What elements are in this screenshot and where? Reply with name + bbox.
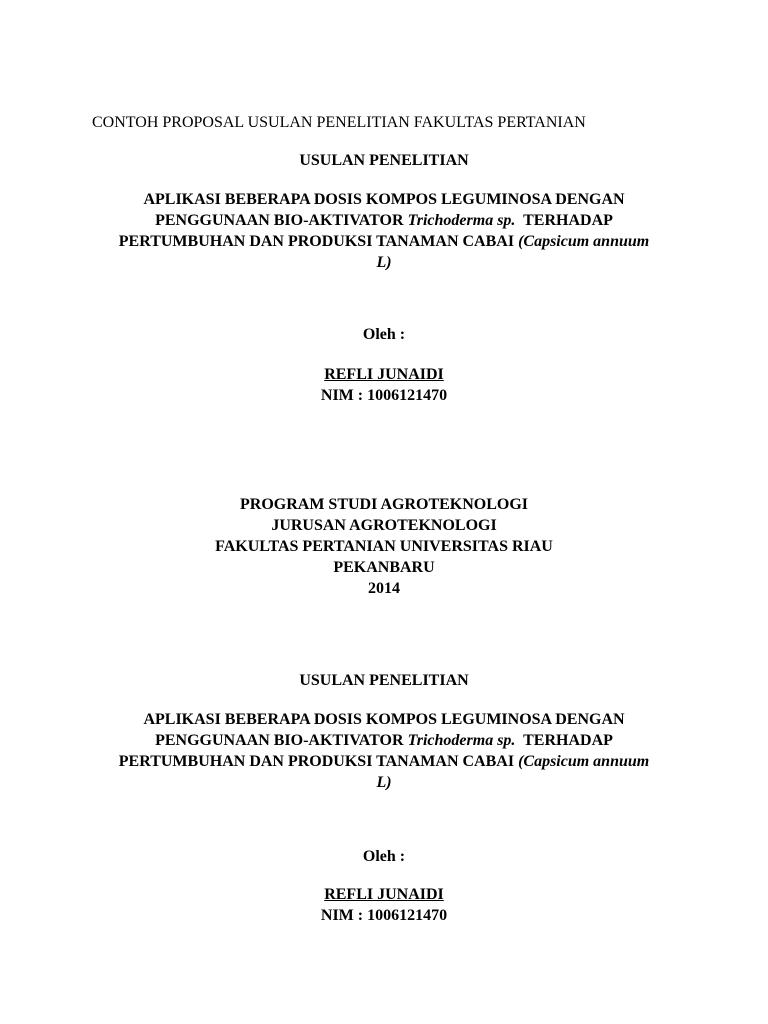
by-label: Oleh :	[362, 326, 406, 343]
second-proposal-type: USULAN PENELITIAN	[299, 672, 469, 689]
second-author-name	[0, 884, 768, 905]
title-line-1: APLIKASI BEBERAPA DOSIS KOMPOS LEGUMINOSA DENGAN	[143, 191, 625, 208]
title-line-2-text: PENGGUNAAN BIO-AKTIVATOR	[155, 212, 408, 229]
author-nim: NIM : 1006121470	[320, 387, 448, 404]
title-line-4: L)	[376, 254, 392, 271]
second-author-nim: NIM : 1006121470	[320, 907, 448, 924]
second-title-line-1: APLIKASI BEBERAPA DOSIS KOMPOS LEGUMINOSA DENGAN	[143, 711, 625, 728]
institution-line-2: JURUSAN AGROTEKNOLOGI	[271, 517, 497, 534]
title-line-3-text: PERTUMBUHAN DAN PRODUKSI TANAMAN CABAI	[118, 233, 519, 250]
second-author-name-text: REFLI JUNAIDI	[324, 886, 444, 903]
second-title-species: (Capsicum annuum	[518, 753, 650, 770]
title-line-3	[0, 231, 768, 252]
institution-year: 2014	[368, 580, 400, 597]
title-line-2	[0, 210, 768, 231]
second-title-line-3	[0, 751, 768, 772]
proposal-type: USULAN PENELITIAN	[299, 152, 469, 169]
title-organism: Trichoderma sp.	[407, 212, 516, 229]
second-title-line-4: L)	[376, 774, 392, 791]
title-species: (Capsicum annuum	[518, 233, 650, 250]
author-name	[0, 364, 768, 385]
second-title-line-2-text: PENGGUNAAN BIO-AKTIVATOR	[155, 732, 408, 749]
author-name-text: REFLI JUNAIDI	[324, 366, 444, 383]
document-header: CONTOH PROPOSAL USULAN PENELITIAN FAKULTAS PERTANIAN	[92, 114, 586, 131]
second-title-line-2	[0, 730, 768, 751]
second-by-label: Oleh :	[362, 848, 406, 865]
title-line-2-tail: TERHADAP	[515, 212, 613, 229]
second-title-line-3-text: PERTUMBUHAN DAN PRODUKSI TANAMAN CABAI	[118, 753, 519, 770]
second-title-organism: Trichoderma sp.	[407, 732, 516, 749]
institution-line-1: PROGRAM STUDI AGROTEKNOLOGI	[239, 496, 529, 513]
institution-city: PEKANBARU	[333, 559, 435, 576]
second-title-line-2-tail: TERHADAP	[515, 732, 613, 749]
institution-line-3: FAKULTAS PERTANIAN UNIVERSITAS RIAU	[215, 538, 553, 555]
